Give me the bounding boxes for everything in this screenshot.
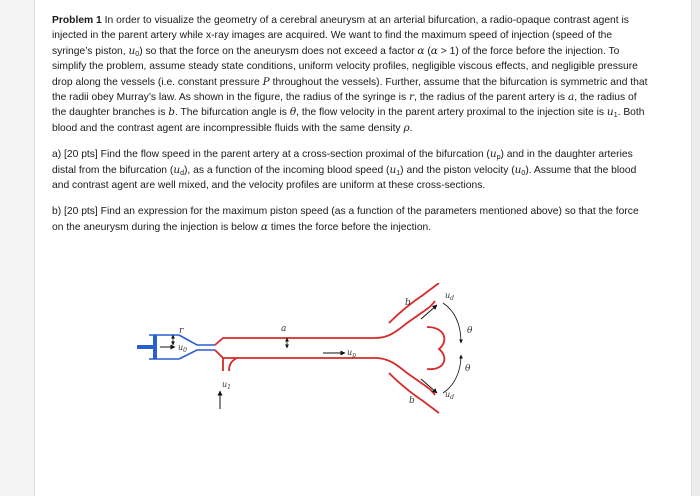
syringe-plunger-handle: [137, 345, 153, 349]
label-a: a: [281, 324, 287, 334]
label-u0: $u_0$: [178, 343, 187, 354]
ud-bottom-arrow: [421, 379, 437, 393]
part-b-paragraph: b) [20 pts] Find an expression for the maximum piston speed (as a function of the parameters mentioned above) so that the force on the aneurysm during the injection is below α times the force before the injection.: [52, 206, 639, 233]
problem-text: [52, 13, 652, 235]
label-u1: $u_1$: [222, 380, 231, 391]
label-theta-top: θ: [467, 326, 473, 336]
inlet-branch: [223, 358, 237, 371]
parent-artery-top-wall: [215, 301, 435, 345]
theta-top-arc: [443, 303, 461, 343]
label-b-bottom: b: [409, 396, 415, 406]
syringe-plunger-bar: [153, 335, 157, 359]
label-r: r: [179, 326, 184, 336]
aneurysm: [427, 327, 444, 369]
problem-paragraph: Problem 1 In order to visualize the geometry of a cerebral aneurysm at an arterial bifurcation, a radio-opaque contrast agent is injected in the parent artery while x-ray images are acquired. We want to find the maximum speed of injection (speed of the syringe’s piston, $u_0$) so that the force on the aneurysm does not exceed a factor α (α > 1) of the force before the injection. To simplify the problem, assume steady state conditions, uniform velocity profiles, negligible viscous effects, and negligible pressure drop along the vessels (i.e. constant pressure P throughout the vessels). Further, assume that the bifurcation is symmetric and that the radii obey Murray’s law. As shown in the figure, the radius of the syringe is r, the radius of the parent artery is a, the radius of the daughter branches is b. The bifurcation angle is θ, the flow velocity in the parent artery proximal to the injection site is $u_1$. Both blood and the contrast agent are incompressible fluids with the same density ρ.: [52, 15, 648, 134]
lower-daughter-wall: [389, 373, 439, 413]
label-up: $u_p$: [347, 348, 356, 359]
scrollbar[interactable]: [692, 0, 700, 496]
parent-artery-lower-wall: [215, 350, 435, 395]
syringe: [137, 335, 215, 359]
theta-bottom-arc: [443, 355, 461, 393]
bifurcation-figure: [127, 283, 507, 423]
label-ud-top: $u_d$: [445, 291, 454, 302]
part-a-paragraph: a) [20 pts] Find the flow speed in the parent artery at a cross-section proximal of the bifurcation $(u_p)$ and in the daughter arteries distal from the bifurcation $(u_d)$, as a function of the incoming blood speed $(u_1)$ and the piston velocity $(u_0)$. Assume that the blood and contrast agent are well mixed, and the velocity profiles are uniform at these cross-sections.: [52, 148, 637, 192]
label-theta-bottom: θ: [465, 364, 471, 374]
label-b-top: b: [405, 298, 411, 308]
problem-title: Problem 1: [52, 15, 102, 26]
upper-daughter-wall: [389, 283, 439, 323]
label-ud-bottom: $u_d$: [445, 390, 454, 401]
